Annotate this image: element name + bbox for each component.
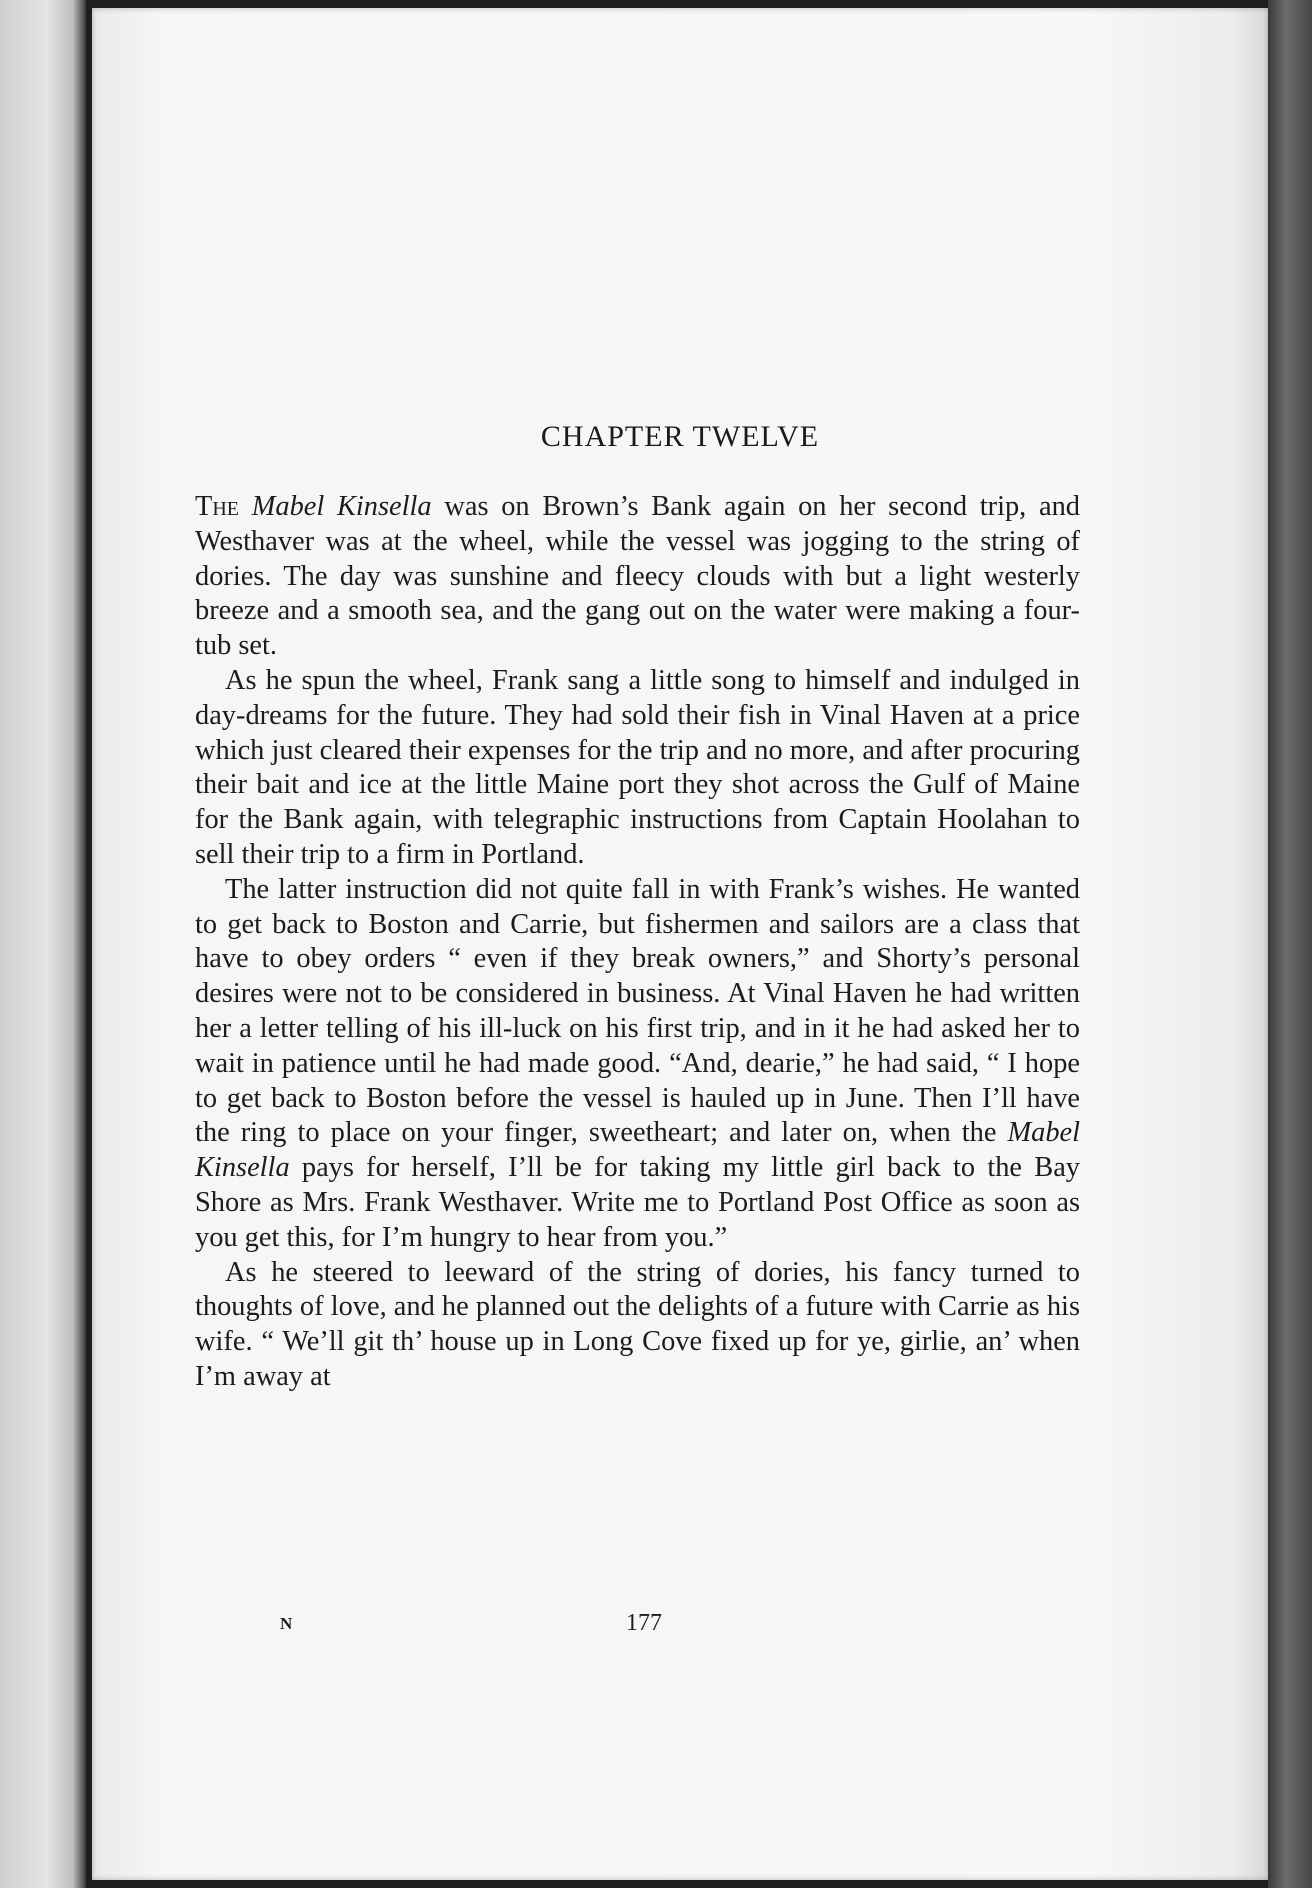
page-number: 177 [626,1610,662,1636]
paragraph-2: As he spun the wheel, Frank sang a little song to himself and indulged in day-dreams for the future. They had sold their fish in Vinal Haven at a price which just cleared their expenses for the trip and no more, and after procuring their bait and ice at the little Maine port they shot across the Gulf of Maine for the Bank again, with telegraphic instructions from Captain Hoolahan to sell their trip to a firm in Portland. [195,664,1080,870]
paragraph-3-text-start: The latter instruction did not quite fall in with Frank’s wishes. He wanted to get back to Boston and Carrie, but fishermen and sailors are a class that have to obey orders “ even if they break owners,” and Shorty’s personal desires were not to be considered in business. At Vinal Haven he had written her a letter telling of his ill-luck on his first trip, and in it he had asked her to wait in patience until he had made good. “And, dearie,” he had said, “ I hope to get back to Boston before the vessel is hauled up in June. Then I’ll have the ring to place on your finger, sweetheart; and later on, when the [195,873,1080,1149]
paragraph-1-text: was on Brown’s Bank again on her second trip, and Westhaver was at the wheel, while the vessel was jogging to the string of dories. The day was sunshine and fleecy clouds with but a light westerly breeze and a smooth sea, and the gang out on the water were making a four-tub set. [195,491,1080,662]
vessel-name: Mabel Kinsella [251,491,432,522]
vessel-name: Mabel Kinsella [195,1117,1080,1184]
paragraph-1 [195,490,1080,664]
facing-page-edge [0,0,86,1888]
signature-mark: N [280,1614,293,1633]
paragraph-3 [195,873,1080,1256]
paragraph-4: As he steered to leeward of the string of dories, his fancy turned to thoughts of love, and he planned out the delights of a future with Carrie as his wife. “ We’ll git th’ house up in Long Cove fixed up for ye, girlie, an’ when I’m away at [195,1256,1080,1392]
book-cover-edge [1268,0,1312,1888]
paragraph-3-text-end: pays for herself, I’ll be for taking my little girl back to the Bay Shore as Mrs. Frank Westhaver. Write me to Portland Post Office as soon as you get this, for I’m hungry to hear from you.” [195,1152,1080,1253]
chapter-title: CHAPTER TWELVE [540,420,820,453]
chapter-body [195,490,1080,1395]
opening-word: The [195,491,240,522]
